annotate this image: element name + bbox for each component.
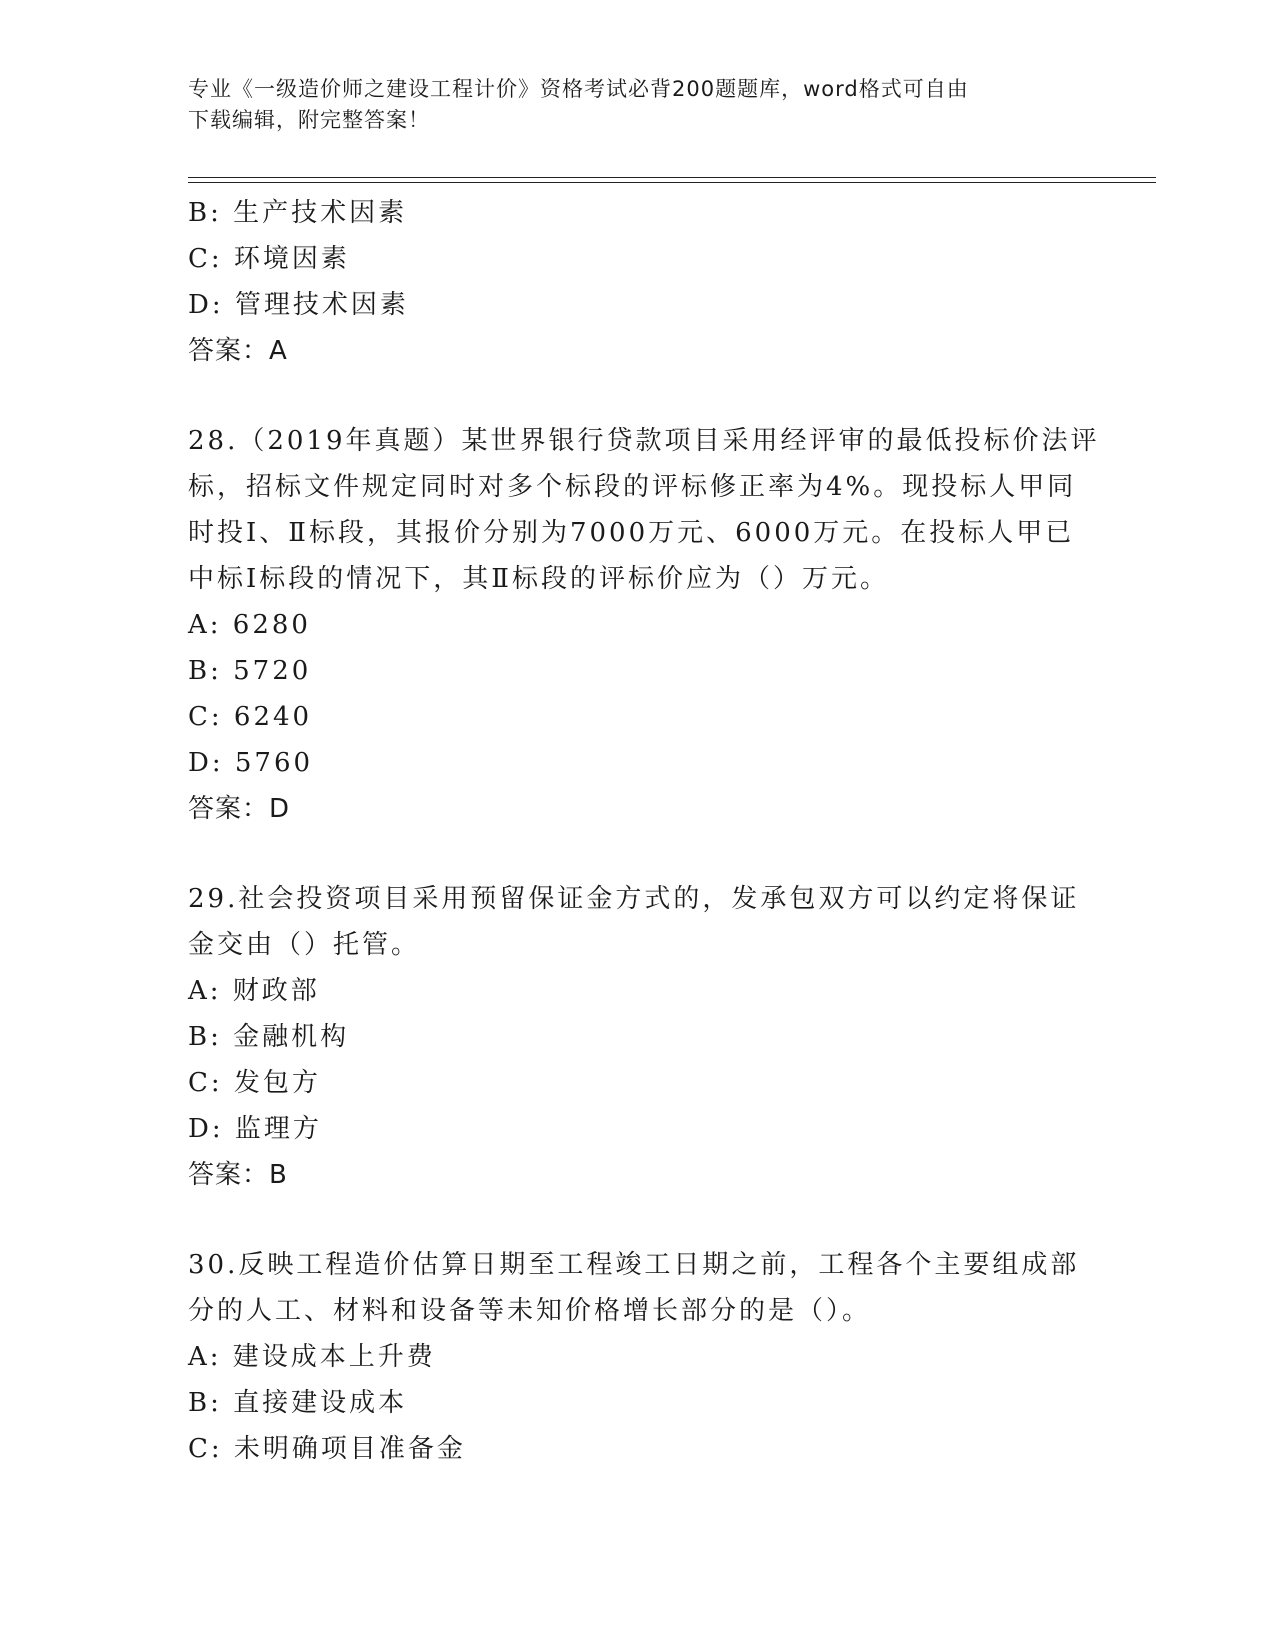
option-c: C: 6240	[188, 702, 313, 732]
stem-line: 分的人工、材料和设备等未知价格增长部分的是（）。	[188, 1296, 872, 1326]
header-divider-top	[188, 177, 1156, 178]
answer-label: 答案：B	[188, 1160, 288, 1190]
stem-line: 时投Ⅰ、Ⅱ标段，其报价分别为7000万元、6000万元。在投标人甲已	[188, 518, 1075, 548]
stem-line: 标，招标文件规定同时对多个标段的评标修正率为4%。现投标人甲同	[188, 472, 1077, 502]
stem-line: 30.反映工程造价估算日期至工程竣工日期之前，工程各个主要组成部	[188, 1250, 1080, 1280]
stem-line: 中标Ⅰ标段的情况下，其Ⅱ标段的评标价应为（）万元。	[188, 564, 889, 594]
option-a: A: 6280	[188, 610, 311, 640]
stem-line: 28.（2019年真题）某世界银行贷款项目采用经评审的最低投标价法评	[188, 426, 1100, 456]
option-c: C: 未明确项目准备金	[188, 1434, 466, 1464]
option-b: B: 5720	[188, 656, 312, 686]
answer-label: 答案：D	[188, 794, 291, 824]
option-b: B: 直接建设成本	[188, 1388, 408, 1418]
answer-label: 答案：A	[188, 336, 288, 366]
option-a: A: 建设成本上升费	[188, 1342, 436, 1372]
question-list	[188, 190, 1100, 1472]
header-divider-bottom	[188, 182, 1156, 183]
question-stem	[188, 1242, 1088, 1334]
stem-line: 金交由（）托管。	[188, 930, 421, 960]
option-d: D: 管理技术因素	[188, 290, 409, 320]
option-b: B: 金融机构	[188, 1022, 350, 1052]
header-line-2: 下载编辑，附完整答案！	[188, 108, 430, 132]
option-d: D: 5760	[188, 748, 314, 778]
option-c: C: 环境因素	[188, 244, 350, 274]
option-c: C: 发包方	[188, 1068, 321, 1098]
question-29	[188, 876, 1088, 1198]
question-27-tail	[188, 190, 1088, 374]
question-28	[188, 418, 1100, 832]
document-header	[188, 74, 1068, 136]
question-stem	[188, 876, 1088, 968]
stem-line: 29.社会投资项目采用预留保证金方式的，发承包双方可以约定将保证	[188, 884, 1080, 914]
header-line-1: 专业《一级造价师之建设工程计价》资格考试必背200题题库，word格式可自由	[188, 77, 969, 101]
question-30	[188, 1242, 1088, 1472]
option-a: A: 财政部	[188, 976, 320, 1006]
option-d: D: 监理方	[188, 1114, 322, 1144]
option-b: B: 生产技术因素	[188, 198, 408, 228]
question-stem	[188, 418, 1100, 602]
